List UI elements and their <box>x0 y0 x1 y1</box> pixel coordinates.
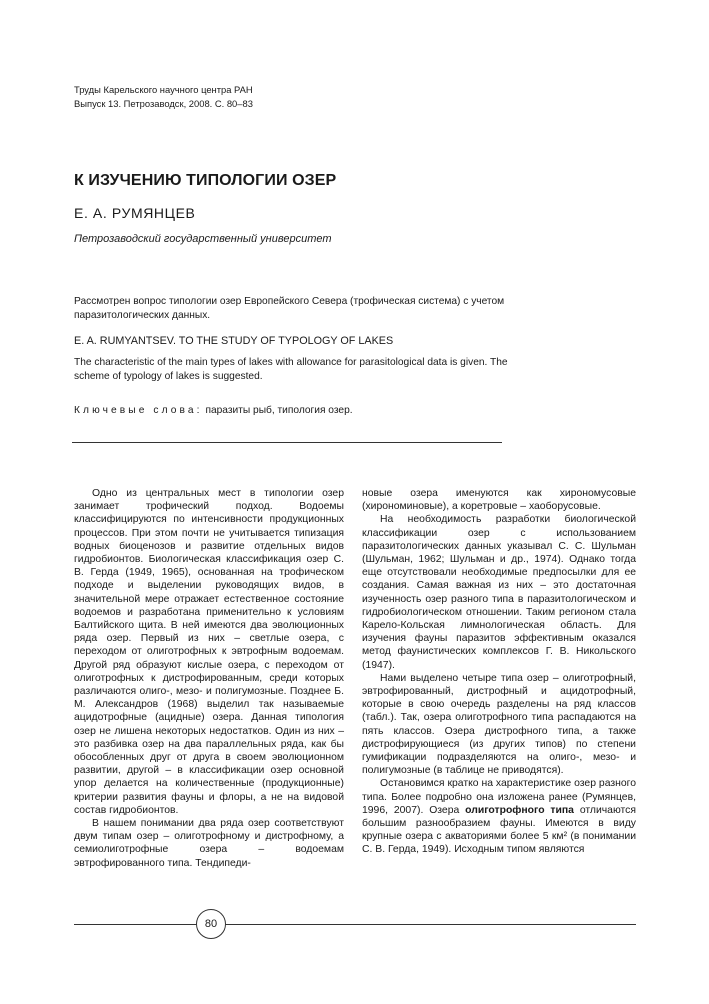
author-affiliation: Петрозаводский государственный университет <box>74 233 332 245</box>
article-title: К ИЗУЧЕНИЮ ТИПОЛОГИИ ОЗЕР <box>74 172 337 189</box>
paragraph <box>362 777 636 856</box>
paragraph: новые озера именуются как хирономусовые (хирономиновые), а коретровые – хаоборусовые. <box>362 488 636 513</box>
journal-name: Труды Карельского научного центра РАН <box>74 84 253 95</box>
keywords-text: паразиты рыб, типология озер. <box>202 405 353 416</box>
abstract-russian: Рассмотрен вопрос типологии озер Европейского Севера (трофическая система) с учетом паразитологических данных. <box>74 296 505 321</box>
keywords-label: Ключевые слова: <box>74 405 203 416</box>
paragraph: Одно из центральных мест в типологии озер занимает трофический подход. Водоемы классифицируются по интенсивности продукционных процессов. При этом почти не учитывается типизация водных биоценозов и развитие отдельных видов гидробионтов. Биологическая классификация озер С. В. Герда (1949, 1965), основанная на трофическом подходе и выделении руководящих видов, в значительной мере отражает естественное состояние водоемов и разработана применительно к условиям Балтийского щита. В ней имеются два эволюционных ряда озер. Первый из них – светлые озера, с переходом от олиготрофных к эвтрофным водоемам. Другой ряд образуют кислые озера, с переходом от олиготрофных к дистрофированным, среди которых различаются олиго-, мезо- и полигумозные. Позднее Б. М. Александров (1968) выделил так называемые ацидотрофные (ацидные) озера. Данная типология озер не лишена некоторых недостатков. Один из них – это разбивка озер на два параллельных ряда, как бы обособленных друг от друга в своем эволюционном развитии, другой – в классификации озер основной упор делается на количественные (продукционные) критерии развития фауны и флоры, а не на видовой состав гидробионтов. <box>74 488 344 816</box>
paragraph: В нашем понимании два ряда озер соответствуют двум типам озер – олиготрофному и дистрофному, а семиолиготрофные озера – водоемам эвтрофированного типа. Тендипеди- <box>74 818 344 869</box>
bold-term: олиготрофного типа <box>465 804 574 816</box>
paragraph: На необходимость разработки биологической классификации озер с использованием паразитологических данных указывал С. С. Шульман (Шульман, 1962; Шульман и др., 1974). Однако тогда еще отсутствовали необходимые предпосылки для ее создания. Самая важная из них – это достаточная изученность озер разного типа в паразитологическом и гидробиологическом отношении. Таким регионом стала Карело-Кольская лимнологическая область. Для изучения фауны паразитов эффективным оказался метод фаунистических комплексов Г. В. Никольского (1947). <box>362 514 636 671</box>
english-title: E. A. RUMYANTSEV. TO THE STUDY OF TYPOLOGY OF LAKES <box>74 335 394 347</box>
header-divider <box>72 442 502 443</box>
page-number: 80 <box>196 909 226 939</box>
paragraph-text: отличаются большим разнообразием фауны. Имеются в виду крупные озера с акваториями более 5 км² (в понимании С. В. Герда, 1949). Исходным типом являются <box>362 804 636 856</box>
author-name: Е. А. РУМЯНЦЕВ <box>74 205 196 221</box>
paragraph: Нами выделено четыре типа озер – олиготрофный, эвтрофированный, дистрофный и ацидотрофный, которые в свою очередь разделены на ряд классов (табл.). Так, озера олиготрофного типа распадаются на пять классов. Озера дистрофного типа, а также дистрофирующиеся (из других типов) по степени гумификации подразделяются на олиго-, мезо- и полигумозные (в таблице не приводятся). <box>362 672 636 777</box>
abstract-english: The characteristic of the main types of lakes with allowance for parasitological data is given. The scheme of typology of lakes is suggested. <box>74 357 508 382</box>
journal-issue: Выпуск 13. Петрозаводск, 2008. С. 80–83 <box>74 98 253 109</box>
footer-divider <box>74 924 636 925</box>
journal-header <box>74 83 253 111</box>
body-column-right <box>362 487 636 857</box>
keywords <box>74 405 353 416</box>
paragraph-text: Остановимся кратко на характеристике озер разного типа. Более подробно она изложена ранее (Румянцев, 1996, 2007). Озера <box>362 778 636 816</box>
body-column-left <box>74 487 344 870</box>
